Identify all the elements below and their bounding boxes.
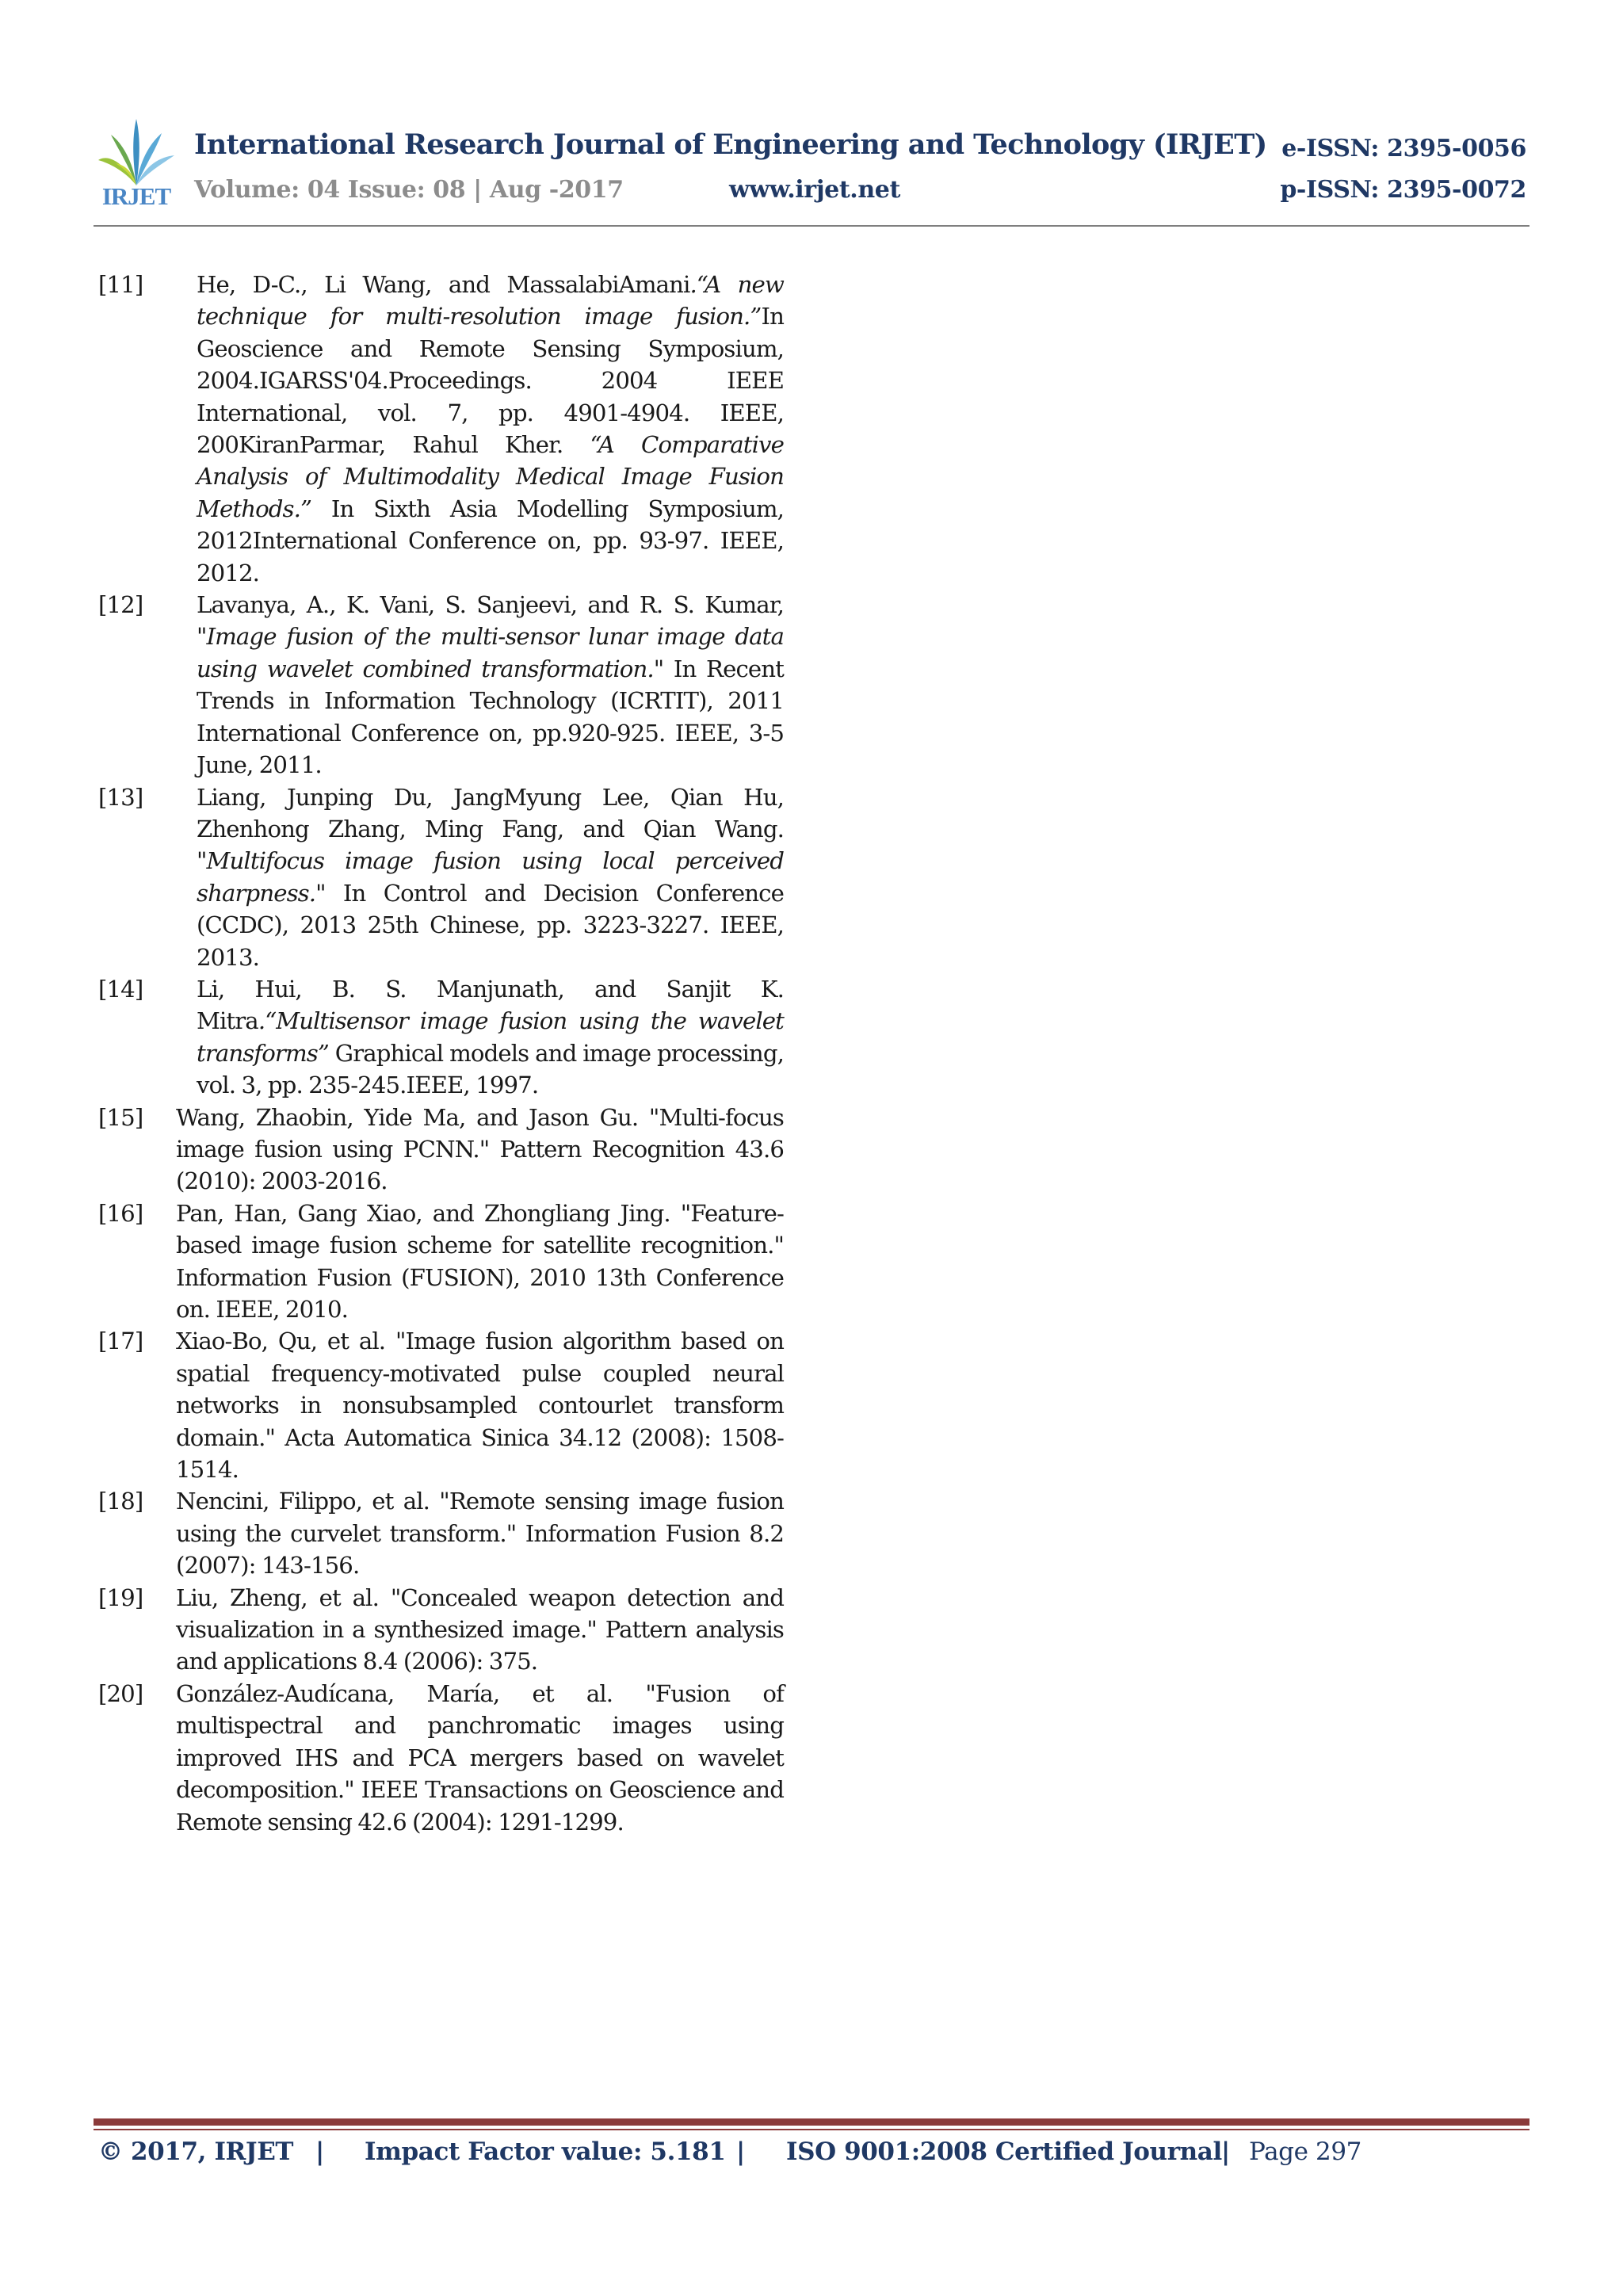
- reference-segment: González-Audícana, María, et al. "Fusion of multispectral and panchromatic images using improved IHS and PCA mergers based on wavelet decomposition." IEEE Transactions on Geoscience and Remote sensing 42.6 (2004): 1291-1299.: [176, 1679, 784, 1836]
- reference-number: [19]: [98, 1584, 143, 1611]
- reference-title: "Multifocus image fusion using local perceived sharpness.": [197, 847, 784, 907]
- reference-segment: In Recent Trends in Information Technology (ICRTIT), 2011 International Conference on, pp.920-925. IEEE, 3-5 June, 2011.: [197, 655, 784, 779]
- reference-number: [17]: [98, 1328, 143, 1355]
- reference-item: [98, 1325, 784, 1485]
- footer-separator: |: [1221, 2137, 1231, 2166]
- website-link[interactable]: www.irjet.net: [729, 176, 900, 204]
- page-header: [0, 0, 1623, 238]
- reference-segment: Liang, Junping Du, JangMyung Lee, Qian Hu, Zhenhong Zhang, Ming Fang, and Qian Wang.: [197, 783, 784, 842]
- reference-number: [15]: [98, 1103, 143, 1131]
- reference-segment: In Sixth Asia Modelling Symposium, 2012International Conference on, pp. 93-97. IEEE, 2012.: [197, 495, 784, 586]
- footer-iso: ISO 9001:2008 Certified Journal: [786, 2137, 1222, 2166]
- reference-segment: In Geoscience and Remote Sensing Symposium, 2004.IGARSS'04.Proceedings. 2004 IEEE International, vol. 7, pp. 4901-4904. IEEE, 200KiranParmar, Rahul Kher.: [197, 303, 784, 459]
- reference-segment: Nencini, Filippo, et al. "Remote sensing image fusion using the curvelet transform." Information Fusion 8.2 (2007): 143-156.: [176, 1488, 784, 1580]
- footer-separator: |: [315, 2137, 325, 2166]
- reference-text: [176, 1102, 784, 1198]
- reference-segment: Liu, Zheng, et al. "Concealed weapon detection and visualization in a synthesized image." Pattern analysis and applications 8.4 (2006): 375.: [176, 1584, 784, 1675]
- volume-issue: Volume: 04 Issue: 08 | Aug -2017: [194, 176, 624, 204]
- reference-title: "Image fusion of the multi-sensor lunar image data using wavelet combined transformation.": [197, 623, 784, 682]
- reference-text: [176, 1678, 784, 1838]
- reference-segment: Graphical models and image processing, vol. 3, pp. 235-245.IEEE, 1997.: [197, 1039, 784, 1099]
- reference-number: [13]: [98, 783, 143, 811]
- logo-text: IRJET: [101, 182, 171, 210]
- reference-text: [197, 589, 784, 781]
- reference-text: [197, 269, 784, 589]
- reference-item: [98, 1198, 784, 1326]
- reference-title: .“Multisensor image fusion using the wavelet transforms”: [197, 1007, 784, 1067]
- reference-text: [197, 973, 784, 1102]
- footer-divider-thin: [94, 2129, 1529, 2130]
- reference-list: [98, 269, 784, 1838]
- reference-number: [12]: [98, 591, 143, 619]
- reference-text: [176, 1325, 784, 1485]
- reference-text: [176, 1198, 784, 1326]
- reference-number: [11]: [98, 271, 143, 298]
- leaf-logo-icon: [94, 116, 179, 187]
- irjet-logo: [94, 116, 179, 211]
- reference-segment: In Control and Decision Conference (CCDC), 2013 25th Chinese, pp. 3223-3227. IEEE, 2013.: [197, 879, 784, 971]
- reference-item: [98, 589, 784, 781]
- reference-item: [98, 1102, 784, 1198]
- footer-impact-factor: Impact Factor value: 5.181: [365, 2137, 726, 2166]
- reference-segment: He, D-C., Li Wang, and MassalabiAmani: [197, 271, 690, 298]
- e-issn: e-ISSN: 2395-0056: [1281, 135, 1526, 162]
- reference-number: [14]: [98, 975, 143, 1003]
- reference-item: [98, 973, 784, 1102]
- reference-item: [98, 781, 784, 973]
- footer-page-number: Page 297: [1249, 2137, 1361, 2166]
- journal-title: International Research Journal of Engineering and Technology (IRJET): [194, 128, 1267, 161]
- reference-number: [16]: [98, 1199, 143, 1227]
- reference-text: [197, 781, 784, 973]
- reference-segment: Li, Hui, B. S. Manjunath, and Sanjit K. Mitra: [197, 975, 784, 1035]
- reference-title: .“A new technique for multi-resolution image fusion.”: [197, 271, 784, 330]
- reference-number: [18]: [98, 1488, 143, 1515]
- p-issn: p-ISSN: 2395-0072: [1280, 176, 1526, 204]
- footer-separator: |: [736, 2137, 746, 2166]
- reference-item: [98, 269, 784, 589]
- reference-number: [20]: [98, 1679, 143, 1707]
- reference-segment: Xiao-Bo, Qu, et al. "Image fusion algorithm based on spatial frequency-motivated pulse coupled neural networks in nonsubsampled contourlet transform domain." Acta Automatica Sinica 34.12 (2008): 1508-1514.: [176, 1328, 784, 1484]
- reference-item: [98, 1678, 784, 1838]
- footer-copyright: © 2017, IRJET: [98, 2137, 294, 2166]
- reference-item: [98, 1582, 784, 1678]
- reference-segment: Wang, Zhaobin, Yide Ma, and Jason Gu. "Multi-focus image fusion using PCNN." Pattern Recognition 43.6 (2010): 2003-2016.: [176, 1103, 784, 1195]
- reference-text: [176, 1485, 784, 1581]
- footer-divider-thick: [94, 2118, 1529, 2126]
- reference-item: [98, 1485, 784, 1581]
- reference-title: “A Comparative Analysis of Multimodality Medical Image Fusion Methods.”: [197, 431, 784, 522]
- reference-segment: Pan, Han, Gang Xiao, and Zhongliang Jing. "Feature-based image fusion scheme for satellite recognition." Information Fusion (FUSION), 2010 13th Conference on. IEEE, 2010.: [176, 1199, 784, 1323]
- reference-segment: Lavanya, A., K. Vani, S. Sanjeevi, and R. S. Kumar,: [197, 591, 784, 619]
- reference-text: [176, 1582, 784, 1678]
- header-divider: [94, 225, 1529, 227]
